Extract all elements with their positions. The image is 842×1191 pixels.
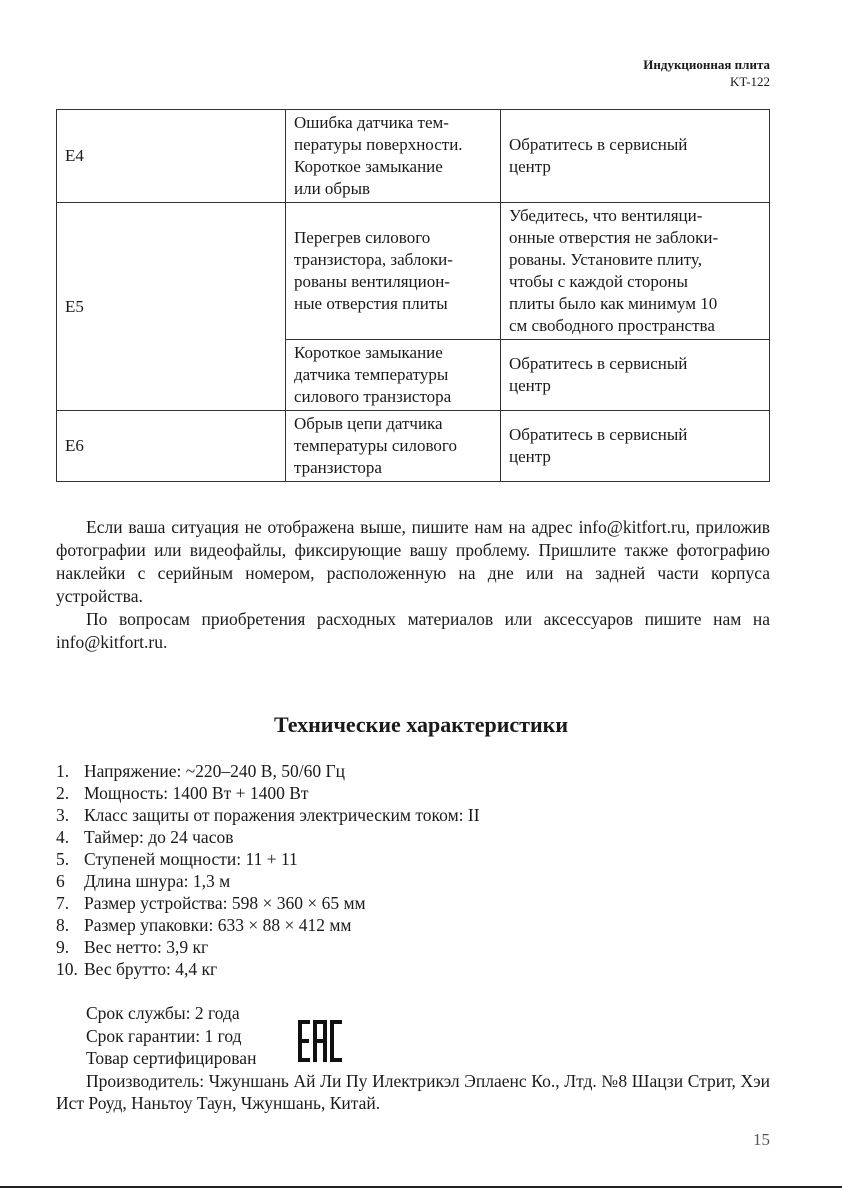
spec-item	[56, 936, 480, 958]
bottom-divider	[0, 1186, 842, 1188]
spec-number: 6	[56, 871, 65, 891]
error-action: Убедитесь, что вентиляци- онные отверстия не заблоки- рованы. Установите плиту, чтобы с каждой стороны плиты было как минимум 10 см свободного пространства	[501, 203, 770, 340]
spec-text: Мощность: 1400 Вт + 1400 Вт	[84, 783, 309, 803]
error-code: E6	[57, 411, 286, 482]
spec-text: Класс защиты от поражения электрическим током: II	[84, 805, 480, 825]
service-life: Срок службы: 2 года	[86, 1003, 240, 1023]
page-header	[643, 56, 770, 90]
specs-list	[56, 760, 480, 980]
spec-text: Размер устройства: 598 × 360 × 65 мм	[84, 893, 366, 913]
specs-heading: Технические характеристики	[273, 712, 569, 737]
spec-item	[56, 804, 480, 826]
spec-text: Таймер: до 24 часов	[84, 827, 234, 847]
model-number: KT-122	[730, 74, 770, 89]
manufacturer-info: Производитель: Чжуншань Ай Ли Пу Илектрикэл Эплаенс Ко., Лтд. №8 Шацзи Стрит, Хэи Ист Роуд, Наньтоу Таун, Чжуншань, Китай.	[56, 1070, 770, 1113]
spec-item	[56, 848, 480, 870]
spec-number: 1.	[56, 761, 70, 781]
error-code: E5	[57, 203, 286, 411]
product-name: Индукционная плита	[643, 57, 770, 72]
contact-info	[56, 516, 770, 654]
spec-text: Длина шнура: 1,3 м	[84, 871, 231, 891]
error-codes-table	[56, 109, 770, 482]
spec-number: 8.	[56, 915, 70, 935]
product-info	[56, 1002, 770, 1115]
error-action: Обратитесь в сервисный центр	[501, 110, 770, 203]
spec-text: Вес нетто: 3,9 кг	[84, 937, 209, 957]
spec-item	[56, 892, 480, 914]
error-row	[57, 110, 770, 203]
contact-paragraph-1: Если ваша ситуация не отображена выше, пишите нам на адрес info@kitfort.ru, приложив фотографии или видеофайлы, фиксирующие вашу проблему. Пришлите также фотографию наклейки с серийным номером, расположенную на дне или на задней части корпуса устройства.	[56, 517, 770, 606]
spec-number: 3.	[56, 805, 70, 825]
spec-item	[56, 782, 480, 804]
spec-item	[56, 870, 480, 892]
error-cause: Обрыв цепи датчика температуры силового транзистора	[286, 411, 501, 482]
spec-item	[56, 826, 480, 848]
error-cause: Перегрев силового транзистора, заблоки- рованы вентиляцион- ные отверстия плиты	[286, 203, 501, 340]
contact-paragraph-2: По вопросам приобретения расходных материалов или аксессуаров пишите нам на info@kitfort.ru.	[56, 609, 770, 652]
spec-number: 7.	[56, 893, 70, 913]
spec-number: 9.	[56, 937, 70, 957]
spec-text: Напряжение: ~220–240 В, 50/60 Гц	[84, 761, 345, 781]
error-cause: Ошибка датчика тем- пературы поверхности. Короткое замыкание или обрыв	[286, 110, 501, 203]
warranty-period: Срок гарантии: 1 год	[86, 1025, 242, 1046]
spec-number: 4.	[56, 827, 70, 847]
spec-number: 2.	[56, 783, 70, 803]
certification-note: Товар сертифицирован	[86, 1048, 257, 1068]
error-action: Обратитесь в сервисный центр	[501, 411, 770, 482]
error-code: E4	[57, 110, 286, 203]
spec-number: 10.	[56, 959, 78, 979]
spec-text: Размер упаковки: 633 × 88 × 412 мм	[84, 915, 352, 935]
spec-text: Ступеней мощности: 11 + 11	[84, 849, 298, 869]
spec-text: Вес брутто: 4,4 кг	[84, 959, 218, 979]
error-cause: Короткое замыкание датчика температуры силового транзистора	[286, 340, 501, 411]
page-number: 15	[753, 1130, 770, 1149]
spec-item	[56, 914, 480, 936]
error-row	[57, 203, 770, 340]
eac-mark-icon	[298, 1020, 342, 1062]
error-row	[57, 411, 770, 482]
error-action: Обратитесь в сервисный центр	[501, 340, 770, 411]
spec-item	[56, 760, 480, 782]
spec-number: 5.	[56, 849, 70, 869]
spec-item	[56, 958, 480, 980]
